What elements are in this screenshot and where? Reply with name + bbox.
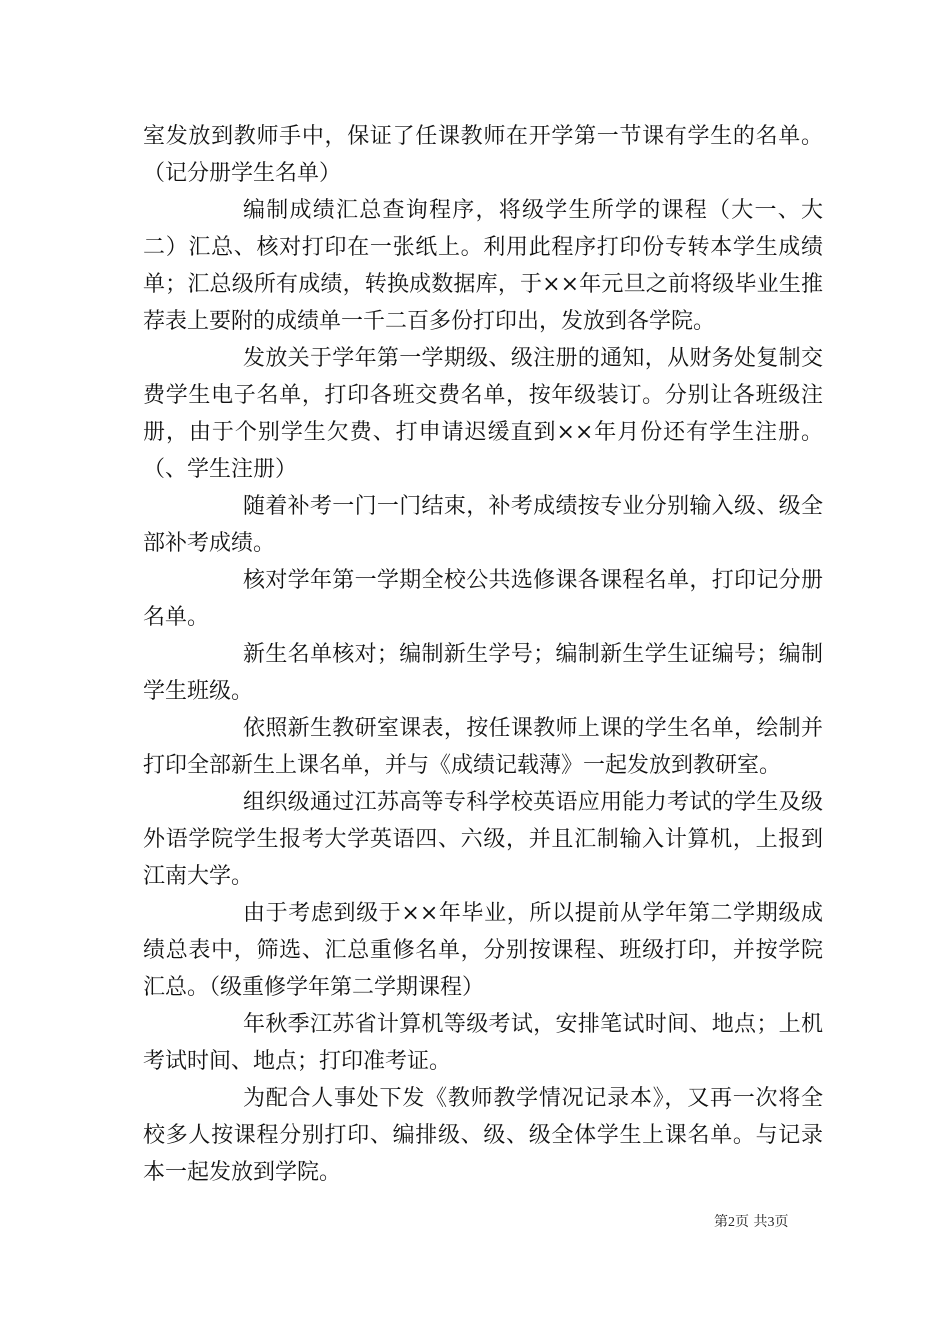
paragraph-10: 年秋季江苏省计算机等级考试，安排笔试时间、地点；上机考试时间、地点；打印准考证。 [143,1012,823,1074]
paragraph-8: 组织级通过江苏高等专科学校英语应用能力考试的学生及级外语学院学生报考大学英语四、六级，并且汇制输入计算机，上报到江南大学。 [143,790,823,889]
footer-total-pages: 3 [767,1215,775,1230]
footer-suffix: 页 [774,1214,789,1230]
paragraph-3: 发放关于学年第一学期级、级注册的通知，从财务处复制交费学生电子名单，打印各班交费名单，按年级装订。分别让各班级注册，由于个别学生欠费、打申请迟缓直到××年月份还有学生注册。（、学生注册） [143,346,823,482]
footer-prefix: 第 [714,1214,728,1230]
document-body [143,118,823,1191]
paragraph-2: 编制成绩汇总查询程序，将级学生所学的课程（大一、大二）汇总、核对打印在一张纸上。利用此程序打印份专转本学生成绩单；汇总级所有成绩，转换成数据库，于××年元旦之前将级毕业生推荐表上要附的成绩单一千二百多份打印出，发放到各学院。 [143,198,823,334]
paragraph-5: 核对学年第一学期全校公共选修课各课程名单，打印记分册名单。 [143,568,823,630]
paragraph-1: 室发放到教师手中，保证了任课教师在开学第一节课有学生的名单。（记分册学生名单） [143,124,823,186]
paragraph-7: 依照新生教研室课表，按任课教师上课的学生名单，绘制并打印全部新生上课名单，并与《成绩记载薄》一起发放到教研室。 [143,716,823,778]
footer-middle: 页 共 [735,1214,768,1230]
paragraph-11: 为配合人事处下发《教师教学情况记录本》，又再一次将全校多人按课程分别打印、编排级、级、级全体学生上课名单。与记录本一起发放到学院。 [143,1086,823,1185]
paragraph-6: 新生名单核对；编制新生学号；编制新生学生证编号；编制学生班级。 [143,642,823,704]
footer-page-number: 2 [728,1215,735,1230]
page-footer [714,1211,788,1231]
paragraph-9: 由于考虑到级于××年毕业，所以提前从学年第二学期级成绩总表中，筛选、汇总重修名单，分别按课程、班级打印，并按学院汇总。（级重修学年第二学期课程） [143,901,823,1000]
paragraph-4: 随着补考一门一门结束，补考成绩按专业分别输入级、级全部补考成绩。 [143,494,823,556]
